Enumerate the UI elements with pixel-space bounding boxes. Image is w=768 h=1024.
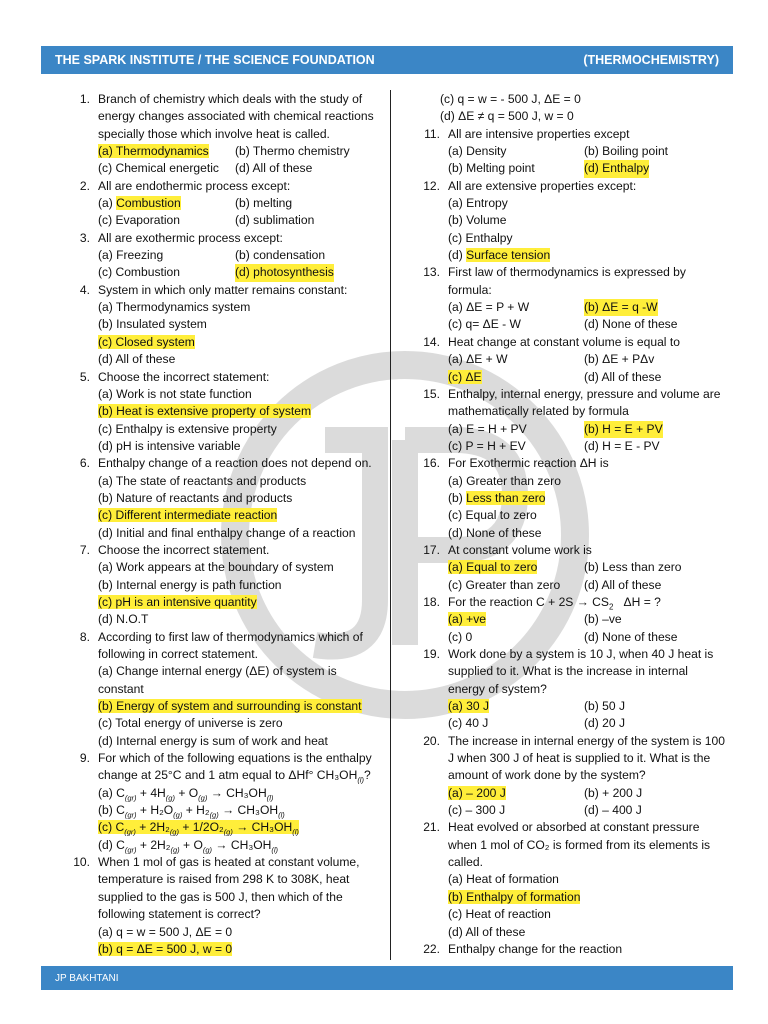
answer-option-b: (b) $C_{(gr)} + H_2O_{(g)} + H_2_{(g)} \to CH_3OH_{(l)}$ <box>98 803 285 820</box>
answer-option-d: Surface tension <box>466 248 551 263</box>
question-text: Heat evolved or absorbed at constant pressure <box>448 820 700 835</box>
question-20: 20. The increase in internal energy of the system is 100 J when 300 J of heat is supplied to it. What is the amount of work done by the system? (a) – 200 J (b) + 200 J (c) – 300 J (d) – 400 J <box>408 733 730 820</box>
question-text: called. <box>448 855 483 870</box>
answer-option-a: (a) Freezing <box>98 248 164 263</box>
answer-option-b: (b) condensation <box>235 248 326 263</box>
answer-option-b: (b) Thermo chemistry <box>235 144 350 159</box>
answer-option-c: (c) q = w = - 500 J, ΔE = 0 <box>440 92 581 106</box>
answer-option-d: (d) All of these <box>584 369 662 384</box>
question-text: Work done by a system is 10 J, when 40 J heat is <box>448 647 714 661</box>
answer-option-a: (a) ΔE + W <box>448 352 508 367</box>
answer-option-b: Less than zero <box>466 490 546 505</box>
question-text: supplied to the gas is 500 J, then which of the <box>98 889 343 904</box>
question-text: At constant volume work is <box>448 542 592 557</box>
question-1: 1. Branch of chemistry which deals with the study of energy changes associated with chemical reactions specially those which involve heat is called. (a) Thermodynamics (b) Thermo chemistry (c) Chemical energetic (d) All of these <box>58 91 383 178</box>
answer-option-b: (b) Boiling point <box>584 144 669 159</box>
answer-option-b: (b) Insulated system <box>98 317 207 332</box>
question-10: 10. When 1 mol of gas is heated at constant volume, temperature is raised from 298 K to 308K, heat supplied to the gas is 500 J, then which of the following statement is correct? (a) q = w = 500 J, ΔE = 0 (b) q = ΔE = 500 J, w = 0 <box>58 854 383 958</box>
answer-option-d: (d) None of these <box>584 317 678 332</box>
question-text: Choose the incorrect statement: <box>98 369 270 384</box>
answer-option-d: (d) N.O.T <box>98 612 149 627</box>
answer-option-d: (d) Initial and final enthalpy change of a reaction <box>98 525 356 540</box>
answer-option-c: (c) Heat of reaction <box>448 907 551 922</box>
answer-option-b: (b) ΔE = q -W <box>584 299 658 316</box>
column-divider <box>390 90 391 960</box>
answer-option-c: (c) Chemical energetic <box>98 161 219 176</box>
answer-option-b: (b) Internal energy is path function <box>98 577 282 592</box>
answer-option-a: (a) $C_{(gr)} + 4H_{(g)} + O_{(g)} \to CH_3OH_{(l)}$ <box>98 785 274 803</box>
answer-option-c: (c) 0 <box>448 629 473 644</box>
answer-option-a: (a) Entropy <box>448 196 508 211</box>
question-16: 16. For Exothermic reaction ΔH is (a) Greater than zero (b) Less than zero (c) Equal to zero (d) None of these <box>408 455 730 542</box>
question-text: Heat change at constant volume is equal to <box>448 334 680 349</box>
answer-option-c: (c) Evaporation <box>98 213 181 228</box>
question-text: Enthalpy, internal energy, pressure and volume are <box>448 386 721 401</box>
answer-option-d: (d) All of these <box>235 161 313 176</box>
subject-title: (THERMOCHEMISTRY) <box>583 53 719 67</box>
question-22: 22. Enthalpy change for the reaction <box>408 941 730 958</box>
answer-option-b: (b) Enthalpy of formation <box>448 889 581 904</box>
answer-option-d: (d) pH is intensive variable <box>98 438 241 453</box>
answer-option-a: (a) q = w = 500 J, ΔE = 0 <box>98 924 233 939</box>
question-15: 15. Enthalpy, internal energy, pressure and volume are mathematically related by formula (a) E = H + PV (b) H = E + PV (c) P = H + EV (d) H = E - PV <box>408 386 730 455</box>
answer-option-a: (a) Work appears at the boundary of system <box>98 560 334 575</box>
answer-option-c: (b) Melting point <box>448 161 535 176</box>
answer-option-d: (d) All of these <box>584 577 662 592</box>
author-name: JP BAKHTANI <box>55 972 119 984</box>
answer-option-c: (c) $C_{(gr)} + 2H_2_{(g)} + 1/2O_2_{(g)} \to CH_3OH_{(l)}$ <box>98 820 299 837</box>
answer-option-b: (b) Volume <box>448 213 507 228</box>
answer-option-a: (a) Heat of formation <box>448 872 559 887</box>
question-text: amount of work done by the system? <box>448 768 646 783</box>
question-text: All are exothermic process except: <box>98 230 283 245</box>
answer-option-d: (d) – 400 J <box>584 803 642 818</box>
answer-option-d: (d) ΔE ≠ q = 500 J, w = 0 <box>440 109 574 124</box>
question-text: All are endothermic process except: <box>98 178 291 193</box>
answer-option-a: (a) ΔE = P + W <box>448 300 530 315</box>
question-text: According to first law of thermodynamics which of <box>98 629 363 644</box>
answer-option-d: (d) photosynthesis <box>235 264 334 281</box>
question-5: 5. Choose the incorrect statement: (a) Work is not state function (b) Heat is extensive property of system (c) Enthalpy is extensive property (d) pH is intensive variable <box>58 369 383 456</box>
question-2: 2. All are endothermic process except: (a) Combustion (b) melting (c) Evaporation (d) sublimation <box>58 178 383 230</box>
answer-option-b: (b) Less than zero <box>584 560 682 575</box>
answer-option-c: (c) Closed system <box>98 334 195 349</box>
question-text: Enthalpy change for the reaction <box>448 941 623 956</box>
answer-option-c: (c) – 300 J <box>448 803 506 818</box>
question-12: 12. All are extensive properties except: (a) Entropy (b) Volume (c) Enthalpy (d) Surface tension <box>408 178 730 265</box>
question-text: supplied to it. What is the increase in internal <box>448 664 688 679</box>
answer-option-b: (b) H = E + PV <box>584 421 663 438</box>
answer-option-c: (c) Total energy of universe is zero <box>98 716 283 731</box>
answer-option-a: (a) E = H + PV <box>448 421 527 436</box>
answer-option-a: (a) Density <box>448 144 507 159</box>
answer-option-d: (d) All of these <box>98 352 176 367</box>
answer-option-c: (c) ΔE <box>448 369 482 384</box>
answer-option-c: (c) q= ΔE - W <box>448 317 521 332</box>
answer-option-a: Combustion <box>116 196 181 211</box>
question-6: 6. Enthalpy change of a reaction does not depend on. (a) The state of reactants and products (b) Nature of reactants and products (c) Different intermediate reaction (d) Initial and final enthalpy change of a reaction <box>58 455 383 542</box>
question-3: 3. All are exothermic process except: (a) Freezing (b) condensation (c) Combustion (d) photosynthesis <box>58 230 383 282</box>
answer-option-a: (a) Change internal energy (ΔE) of system is <box>98 664 337 679</box>
answer-option-c: (c) Enthalpy is extensive property <box>98 421 277 436</box>
answer-option-c: (c) P = H + EV <box>448 438 526 453</box>
answer-option-c: (c) Greater than zero <box>448 577 561 592</box>
question-text: specially those which involve heat is called. <box>98 126 330 141</box>
question-text: when 1 mol of CO₂ is formed from its elements is <box>448 837 711 852</box>
answer-option-b: (b) ΔE + PΔv <box>584 352 655 367</box>
question-text: For the reaction $C + 2S \to CS_2$ ΔH = ? <box>448 594 661 612</box>
answer-option-a: (a) The state of reactants and products <box>98 473 307 488</box>
footer-bar <box>41 966 733 990</box>
answer-option-a: (a) Equal to zero <box>448 560 538 575</box>
answer-option-d: (d) $C_{(gr)} + 2H_2_{(g)} + O_{(g)} \to CH_3OH_{(l)}$ <box>98 837 279 855</box>
answer-option-d: (d) H = E - PV <box>584 438 660 453</box>
answer-option-d: (d) sublimation <box>235 213 315 228</box>
question-4: 4. System in which only matter remains constant: (a) Thermodynamics system (b) Insulated system (c) Closed system (d) All of these <box>58 282 383 369</box>
left-column <box>58 91 383 958</box>
answer-option-c: (c) Combustion <box>98 265 180 280</box>
answer-option-a: (a) Work is not state function <box>98 386 252 401</box>
answer-option-d: (d) Enthalpy <box>584 160 649 177</box>
right-column <box>408 91 730 958</box>
question-21: 21. Heat evolved or absorbed at constant pressure when 1 mol of CO₂ is formed from its elements is called. (a) Heat of formation (b) Enthalpy of formation (c) Heat of reaction (d) All of these <box>408 819 730 940</box>
answer-option-a: (a) – 200 J <box>448 785 506 800</box>
question-8: 8. According to first law of thermodynamics which of following in correct statement. (a) Change internal energy (ΔE) of system is constant (b) Energy of system and surrounding is constant (c) Total energy of universe is zero (d) Internal energy is sum of work and heat <box>58 629 383 750</box>
answer-option-d: (d) Internal energy is sum of work and heat <box>98 733 328 748</box>
question-text: All are intensive properties except <box>448 126 630 141</box>
answer-option-c: (c) 40 J <box>448 716 489 731</box>
question-7: 7. Choose the incorrect statement. (a) Work appears at the boundary of system (b) Internal energy is path function (c) pH is an intensive quantity (d) N.O.T <box>58 542 383 629</box>
answer-option-a: (a) +ve <box>448 612 486 627</box>
question-text: The increase in internal energy of the system is 100 <box>448 733 725 748</box>
question-text: Enthalpy change of a reaction does not depend on. <box>98 456 372 471</box>
answer-option-d: (d) 20 J <box>584 716 625 731</box>
question-text: All are extensive properties except: <box>448 178 637 193</box>
question-text: For Exothermic reaction ΔH is <box>448 456 609 471</box>
answer-option-c: (c) Enthalpy <box>448 230 513 245</box>
question-text: J when 300 J of heat is supplied to it. What is the <box>448 751 711 766</box>
answer-option-b: (b) 50 J <box>584 699 625 714</box>
question-text: change at 25°C and 1 atm equal to ΔHf° $CH_3OH_{(l)}$? <box>98 768 371 785</box>
question-text: energy of system? <box>448 681 547 696</box>
answer-option-d: (d) None of these <box>448 525 542 540</box>
question-text: Branch of chemistry which deals with the study of <box>98 92 363 106</box>
institute-title: THE SPARK INSTITUTE / THE SCIENCE FOUNDATION <box>55 53 375 67</box>
answer-option-a-cont: constant <box>98 681 144 696</box>
answer-option-a: (a) 30 J <box>448 699 489 714</box>
question-text: following in correct statement. <box>98 647 258 661</box>
question-text: energy changes associated with chemical reactions <box>98 109 374 124</box>
question-14: 14. Heat change at constant volume is equal to (a) ΔE + W (b) ΔE + PΔv (c) ΔE (d) All of these <box>408 334 730 386</box>
answer-option-b: (b) Heat is extensive property of system <box>98 404 312 419</box>
answer-option-b: (b) Nature of reactants and products <box>98 490 293 505</box>
question-11: 11. All are intensive properties except (a) Density (b) Boiling point (b) Melting point (d) Enthalpy <box>408 126 730 178</box>
question-text: When 1 mol of gas is heated at constant volume, <box>98 855 360 870</box>
answer-option-b: (b) q = ΔE = 500 J, w = 0 <box>98 941 233 956</box>
question-text: For which of the following equations is the enthalpy <box>98 751 372 766</box>
question-text: First law of thermodynamics is expressed by <box>448 265 686 280</box>
answer-option-a: (a) Thermodynamics system <box>98 300 251 315</box>
question-text: System in which only matter remains constant: <box>98 282 348 297</box>
question-13: 13. First law of thermodynamics is expressed by formula: (a) ΔE = P + W (b) ΔE = q -W (c) q= ΔE - W (d) None of these <box>408 264 730 333</box>
answer-option-a: (a) Thermodynamics <box>98 144 209 159</box>
question-9: 9. For which of the following equations is the enthalpy change at 25°C and 1 atm equal to ΔHf° $CH_3OH_{(l)}$? (a) $C_{(gr)} + 4H_{(g)} + O_{(g)} \to CH_3OH_{(l)}$ (b) $C_{(gr)} + H_2O_{(g)} + H_2_{(g)} \to CH_3OH_{(l)}$ (c) $C_{(gr)} + 2H_2_{(g)} + 1/2O_2_{(g)} \to CH_3OH_{(l)}$ (d) $C_{(gr)} + 2H_2_{(g)} + O_{(g)} \to CH_3OH_{(l)}$ <box>58 750 383 854</box>
answer-option-c: (c) pH is an intensive quantity <box>98 594 257 609</box>
question-text: Choose the incorrect statement. <box>98 542 270 557</box>
question-text: temperature is raised from 298 K to 308K, heat <box>98 872 350 887</box>
question-17: 17. At constant volume work is (a) Equal to zero (b) Less than zero (c) Greater than zero (d) All of these <box>408 542 730 594</box>
answer-option-c: (c) Equal to zero <box>448 508 537 523</box>
question-10-continued <box>408 91 730 126</box>
answer-option-b: (b) + 200 J <box>584 785 643 800</box>
answer-option-a: (a) Greater than zero <box>448 473 561 488</box>
header-bar <box>41 46 733 74</box>
answer-option-b: (b) Energy of system and surrounding is constant <box>98 699 362 714</box>
question-text: mathematically related by formula <box>448 404 629 419</box>
question-text: following statement is correct? <box>98 907 261 922</box>
question-18: 18. For the reaction $C + 2S \to CS_2$ ΔH = ? (a) +ve (b) –ve (c) 0 (d) None of these <box>408 594 730 646</box>
answer-option-c: (c) Different intermediate reaction <box>98 508 278 523</box>
question-text: formula: <box>448 282 492 297</box>
answer-option-d: (d) None of these <box>584 629 678 644</box>
answer-option-d: (d) All of these <box>448 924 526 939</box>
question-19: 19. Work done by a system is 10 J, when 40 J heat is supplied to it. What is the increase in internal energy of system? (a) 30 J (b) 50 J (c) 40 J (d) 20 J <box>408 646 730 733</box>
answer-option-b: (b) –ve <box>584 612 622 627</box>
answer-option-b: (b) melting <box>235 196 293 211</box>
